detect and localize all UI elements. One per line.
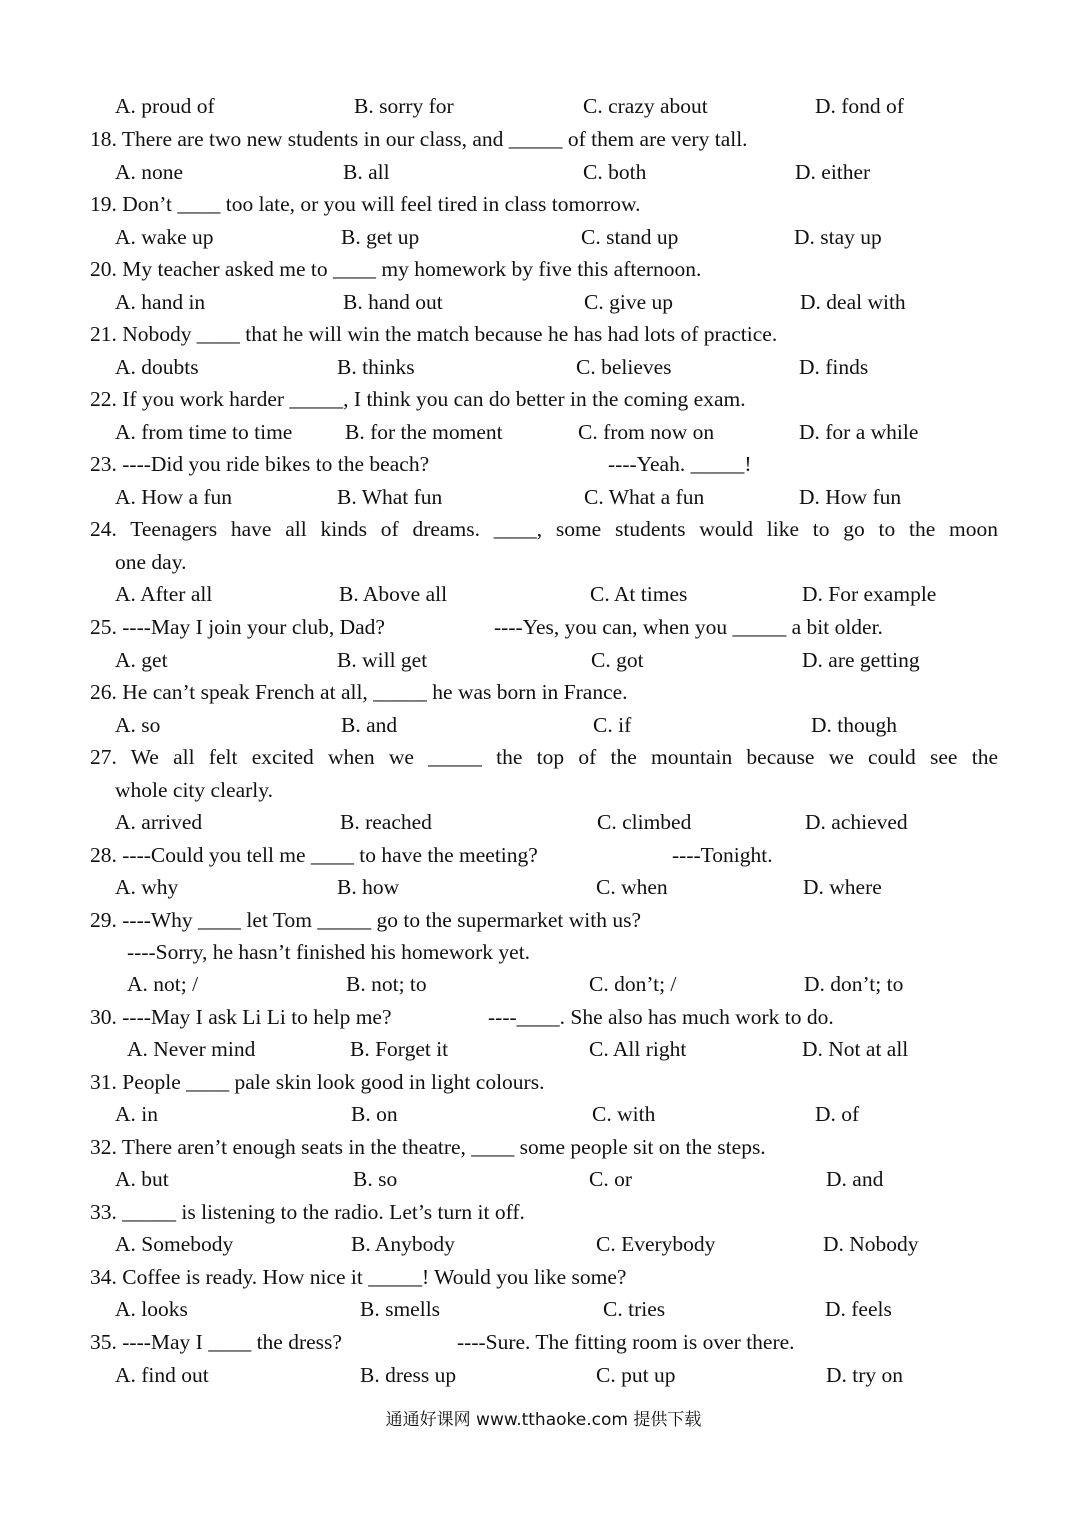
option-d: D. Not at all [802, 1037, 909, 1061]
option-a: A. why [115, 875, 179, 899]
question-line [0, 1327, 1087, 1357]
option-a: A. doubts [115, 355, 199, 379]
options-row [0, 222, 1087, 252]
option-c: C. crazy about [583, 94, 708, 118]
line-text: 26. He can’t speak French at all, _____ he was born in France. [90, 680, 628, 704]
line-text: ----Yes, you can, when you _____ a bit older. [494, 615, 883, 639]
question-line [0, 1262, 1087, 1292]
option-a: A. Somebody [115, 1232, 234, 1256]
option-b: B. sorry for [354, 94, 454, 118]
question-line [0, 449, 1087, 479]
line-text: 19. Don’t ____ too late, or you will feel tired in class tomorrow. [90, 192, 641, 216]
option-d: D. don’t; to [804, 972, 904, 996]
line-text: 24. Teenagers have all kinds of dreams. ____, some students would like to go to the moon [90, 517, 998, 541]
option-b: B. thinks [337, 355, 415, 379]
option-c: C. or [589, 1167, 632, 1191]
question-line [0, 514, 1087, 544]
option-d: D. Nobody [823, 1232, 919, 1256]
option-a: A. so [115, 713, 161, 737]
line-text: 18. There are two new students in our class, and _____ of them are very tall. [90, 127, 748, 151]
option-b: B. for the moment [345, 420, 503, 444]
option-d: D. achieved [805, 810, 908, 834]
options-row [0, 807, 1087, 837]
option-d: D. finds [799, 355, 869, 379]
line-text: ----Yeah. _____! [608, 452, 752, 476]
line-text: 20. My teacher asked me to ____ my homework by five this afternoon. [90, 257, 702, 281]
option-d: D. deal with [800, 290, 906, 314]
option-b: B. smells [360, 1297, 441, 1321]
option-b: B. reached [340, 810, 432, 834]
line-text: 22. If you work harder _____, I think you can do better in the coming exam. [90, 387, 746, 411]
option-b: B. dress up [360, 1363, 457, 1387]
option-b: B. What fun [337, 485, 443, 509]
line-text: whole city clearly. [115, 778, 273, 802]
option-a: A. Never mind [127, 1037, 256, 1061]
option-c: C. Everybody [596, 1232, 716, 1256]
option-d: D. for a while [799, 420, 919, 444]
question-line [0, 547, 1087, 577]
line-text: 25. ----May I join your club, Dad? [90, 615, 385, 639]
question-line [0, 840, 1087, 870]
option-a: A. proud of [115, 94, 215, 118]
line-text: 34. Coffee is ready. How nice it _____! Would you like some? [90, 1265, 627, 1289]
option-c: C. stand up [581, 225, 679, 249]
option-c: C. from now on [578, 420, 715, 444]
option-d: D. feels [825, 1297, 892, 1321]
question-line [0, 775, 1087, 805]
options-row [0, 1294, 1087, 1324]
option-a: A. get [115, 648, 168, 672]
option-d: D. and [826, 1167, 884, 1191]
question-line [0, 905, 1087, 935]
line-text: 29. ----Why ____ let Tom _____ go to the supermarket with us? [90, 908, 642, 932]
question-line [0, 1132, 1087, 1162]
option-b: B. on [351, 1102, 398, 1126]
option-a: A. How a fun [115, 485, 233, 509]
line-text: ----Sure. The fitting room is over there. [457, 1330, 795, 1354]
options-row [0, 157, 1087, 187]
option-a: A. find out [115, 1363, 209, 1387]
line-text: 30. ----May I ask Li Li to help me? [90, 1005, 392, 1029]
options-row [0, 1099, 1087, 1129]
option-b: B. how [337, 875, 400, 899]
option-a: A. none [115, 160, 184, 184]
options-row [0, 710, 1087, 740]
question-line [0, 677, 1087, 707]
option-b: B. and [341, 713, 398, 737]
option-b: B. get up [341, 225, 420, 249]
option-c: C. both [583, 160, 647, 184]
question-line [0, 1067, 1087, 1097]
option-c: C. put up [596, 1363, 676, 1387]
question-line [0, 612, 1087, 642]
line-text: 33. _____ is listening to the radio. Let’s turn it off. [90, 1200, 525, 1224]
option-c: C. when [596, 875, 668, 899]
question-line [0, 742, 1087, 772]
options-row [0, 1360, 1087, 1390]
option-c: C. All right [589, 1037, 687, 1061]
options-row [0, 91, 1087, 121]
question-line [0, 124, 1087, 154]
option-c: C. believes [576, 355, 672, 379]
option-d: D. of [815, 1102, 860, 1126]
option-d: D. either [795, 160, 871, 184]
option-c: C. give up [584, 290, 673, 314]
option-b: B. so [353, 1167, 398, 1191]
question-line [0, 1002, 1087, 1032]
option-b: B. Forget it [350, 1037, 449, 1061]
footer-credit [0, 1408, 1087, 1432]
option-d: D. try on [826, 1363, 904, 1387]
option-a: A. looks [115, 1297, 188, 1321]
option-b: B. hand out [343, 290, 443, 314]
option-a: A. from time to time [115, 420, 293, 444]
option-d: D. are getting [802, 648, 920, 672]
line-text: ----Tonight. [672, 843, 773, 867]
line-text: 28. ----Could you tell me ____ to have the meeting? [90, 843, 538, 867]
option-a: A. arrived [115, 810, 203, 834]
line-text: 23. ----Did you ride bikes to the beach? [90, 452, 430, 476]
option-d: D. though [811, 713, 897, 737]
question-line [0, 189, 1087, 219]
option-b: B. all [343, 160, 390, 184]
question-line [0, 937, 1087, 967]
option-d: D. stay up [794, 225, 882, 249]
options-row [0, 1034, 1087, 1064]
option-a: A. but [115, 1167, 169, 1191]
options-row [0, 645, 1087, 675]
option-b: B. not; to [346, 972, 427, 996]
option-a: A. hand in [115, 290, 206, 314]
option-d: D. How fun [799, 485, 902, 509]
options-row [0, 872, 1087, 902]
options-row [0, 417, 1087, 447]
option-c: C. if [593, 713, 632, 737]
line-text: 27. We all felt excited when we _____ the top of the mountain because we could see the [90, 745, 998, 769]
option-a: A. in [115, 1102, 158, 1126]
option-b: B. will get [337, 648, 428, 672]
option-d: D. where [803, 875, 882, 899]
question-line [0, 384, 1087, 414]
question-line [0, 1197, 1087, 1227]
line-text: ----Sorry, he hasn’t finished his homework yet. [127, 940, 531, 964]
option-a: A. not; / [127, 972, 199, 996]
option-d: D. fond of [815, 94, 904, 118]
line-text: 32. There aren’t enough seats in the theatre, ____ some people sit on the steps. [90, 1135, 766, 1159]
options-row [0, 352, 1087, 382]
options-row [0, 579, 1087, 609]
option-c: C. tries [603, 1297, 666, 1321]
option-c: C. At times [590, 582, 688, 606]
options-row [0, 1229, 1087, 1259]
option-a: A. wake up [115, 225, 214, 249]
line-text: 35. ----May I ____ the dress? [90, 1330, 342, 1354]
option-a: A. After all [115, 582, 213, 606]
question-line [0, 319, 1087, 349]
options-row [0, 969, 1087, 999]
options-row [0, 1164, 1087, 1194]
option-c: C. What a fun [584, 485, 705, 509]
option-c: C. with [592, 1102, 656, 1126]
option-c: C. climbed [597, 810, 692, 834]
question-line [0, 254, 1087, 284]
footer-text: 通通好课网 www.tthaoke.com 提供下载 [385, 1410, 702, 1430]
option-b: B. Above all [339, 582, 448, 606]
line-text: ----____. She also has much work to do. [488, 1005, 834, 1029]
line-text: 31. People ____ pale skin look good in light colours. [90, 1070, 545, 1094]
line-text: 21. Nobody ____ that he will win the match because he has had lots of practice. [90, 322, 778, 346]
option-b: B. Anybody [351, 1232, 455, 1256]
options-row [0, 287, 1087, 317]
option-d: D. For example [802, 582, 937, 606]
option-c: C. got [591, 648, 644, 672]
line-text: one day. [115, 550, 187, 574]
options-row [0, 482, 1087, 512]
option-c: C. don’t; / [589, 972, 677, 996]
